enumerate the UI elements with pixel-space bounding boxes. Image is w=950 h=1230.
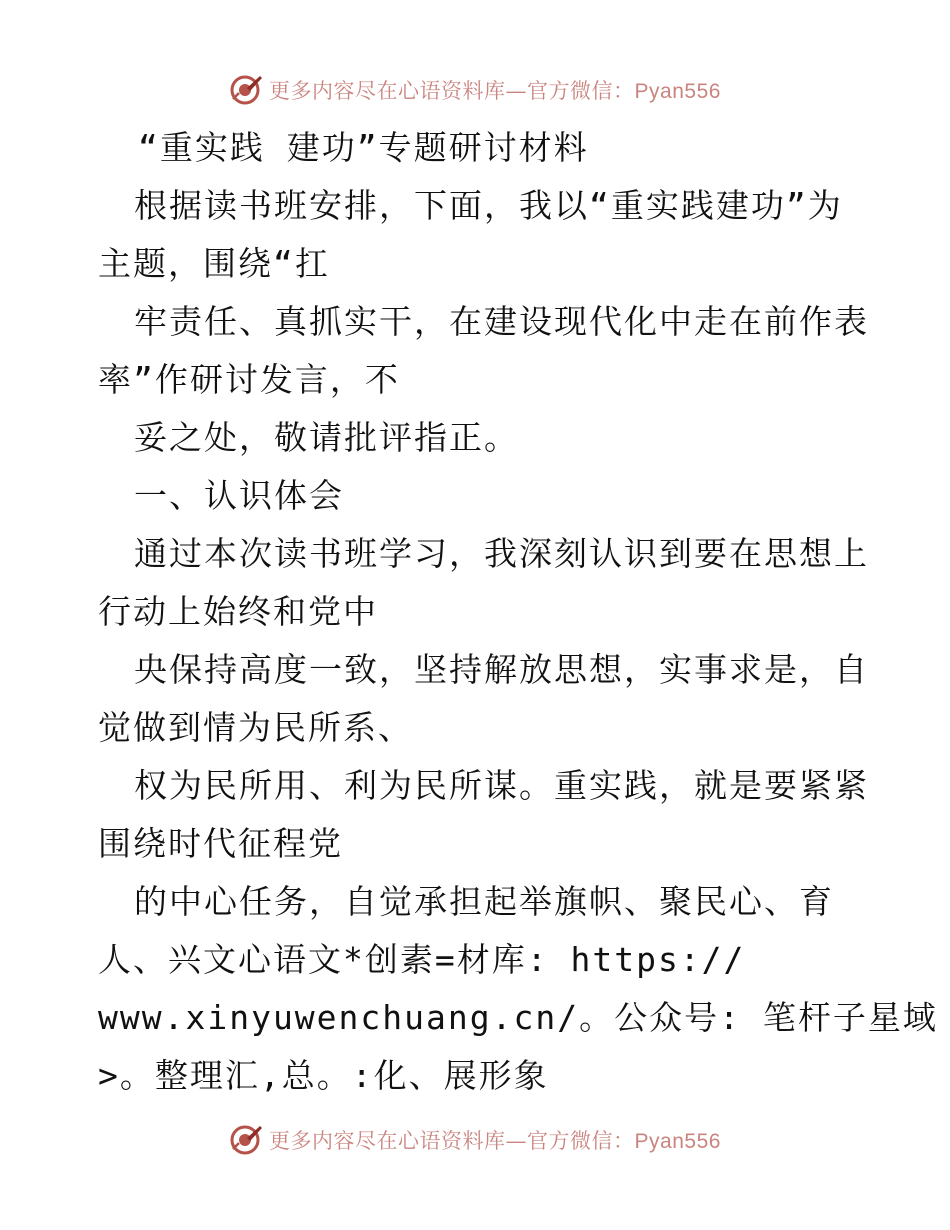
text-line: 行动上始终和党中 <box>98 592 378 631</box>
text-line: www.xinyuwenchuang.cn/。公众号: 笔杆子星域 <box>98 998 938 1037</box>
text-line: 通过本次读书班学习，我深刻认识到要在思想上 <box>134 534 869 573</box>
text-line: 根据读书班安排，下面，我以“重实践建功”为 <box>134 186 843 225</box>
watermark-banner-top <box>0 70 950 110</box>
watermark-wechat-id: Pyan556 <box>634 80 721 103</box>
text-line: 的中心任务，自觉承担起举旗帜、聚民心、育 <box>134 882 834 921</box>
text-line: 妥之处，敬请批评指正。 <box>134 418 519 457</box>
watermark-main: 更多内容尽在心语资料库 <box>269 79 506 103</box>
watermark-text <box>269 1125 721 1155</box>
text-line: 央保持高度一致，坚持解放思想，实事求是，自 <box>134 650 869 689</box>
text-line: 围绕时代征程党 <box>98 824 343 863</box>
pen-logo-icon <box>229 73 263 107</box>
text-line: 主题，围绕“扛 <box>98 244 330 283</box>
watermark-separator: — <box>505 1129 528 1153</box>
text-line: 率”作研讨发言，不 <box>98 360 400 399</box>
text-line: 权为民所用、利为民所谋。重实践，就是要紧紧 <box>134 766 869 805</box>
watermark-banner-bottom <box>0 1120 950 1160</box>
watermark-text <box>269 75 721 105</box>
watermark-wechat-label: 官方微信： <box>527 1129 635 1153</box>
watermark-wechat-label: 官方微信： <box>527 79 635 103</box>
text-line: 牢责任、真抓实干，在建设现代化中走在前作表 <box>134 302 869 341</box>
watermark-separator: — <box>505 79 528 103</box>
document-title: “重实践 建功”专题研讨材料 <box>138 128 589 167</box>
text-line: 人、兴文心语文*创素=材库: https:// <box>98 940 746 979</box>
watermark-wechat-id: Pyan556 <box>634 1130 721 1153</box>
text-line: 觉做到情为民所系、 <box>98 708 413 747</box>
section-heading: 一、认识体会 <box>134 476 344 515</box>
watermark-main: 更多内容尽在心语资料库 <box>269 1129 506 1153</box>
pen-logo-icon <box>229 1123 263 1157</box>
text-line: >。整理汇,总。:化、展形象 <box>98 1056 549 1095</box>
